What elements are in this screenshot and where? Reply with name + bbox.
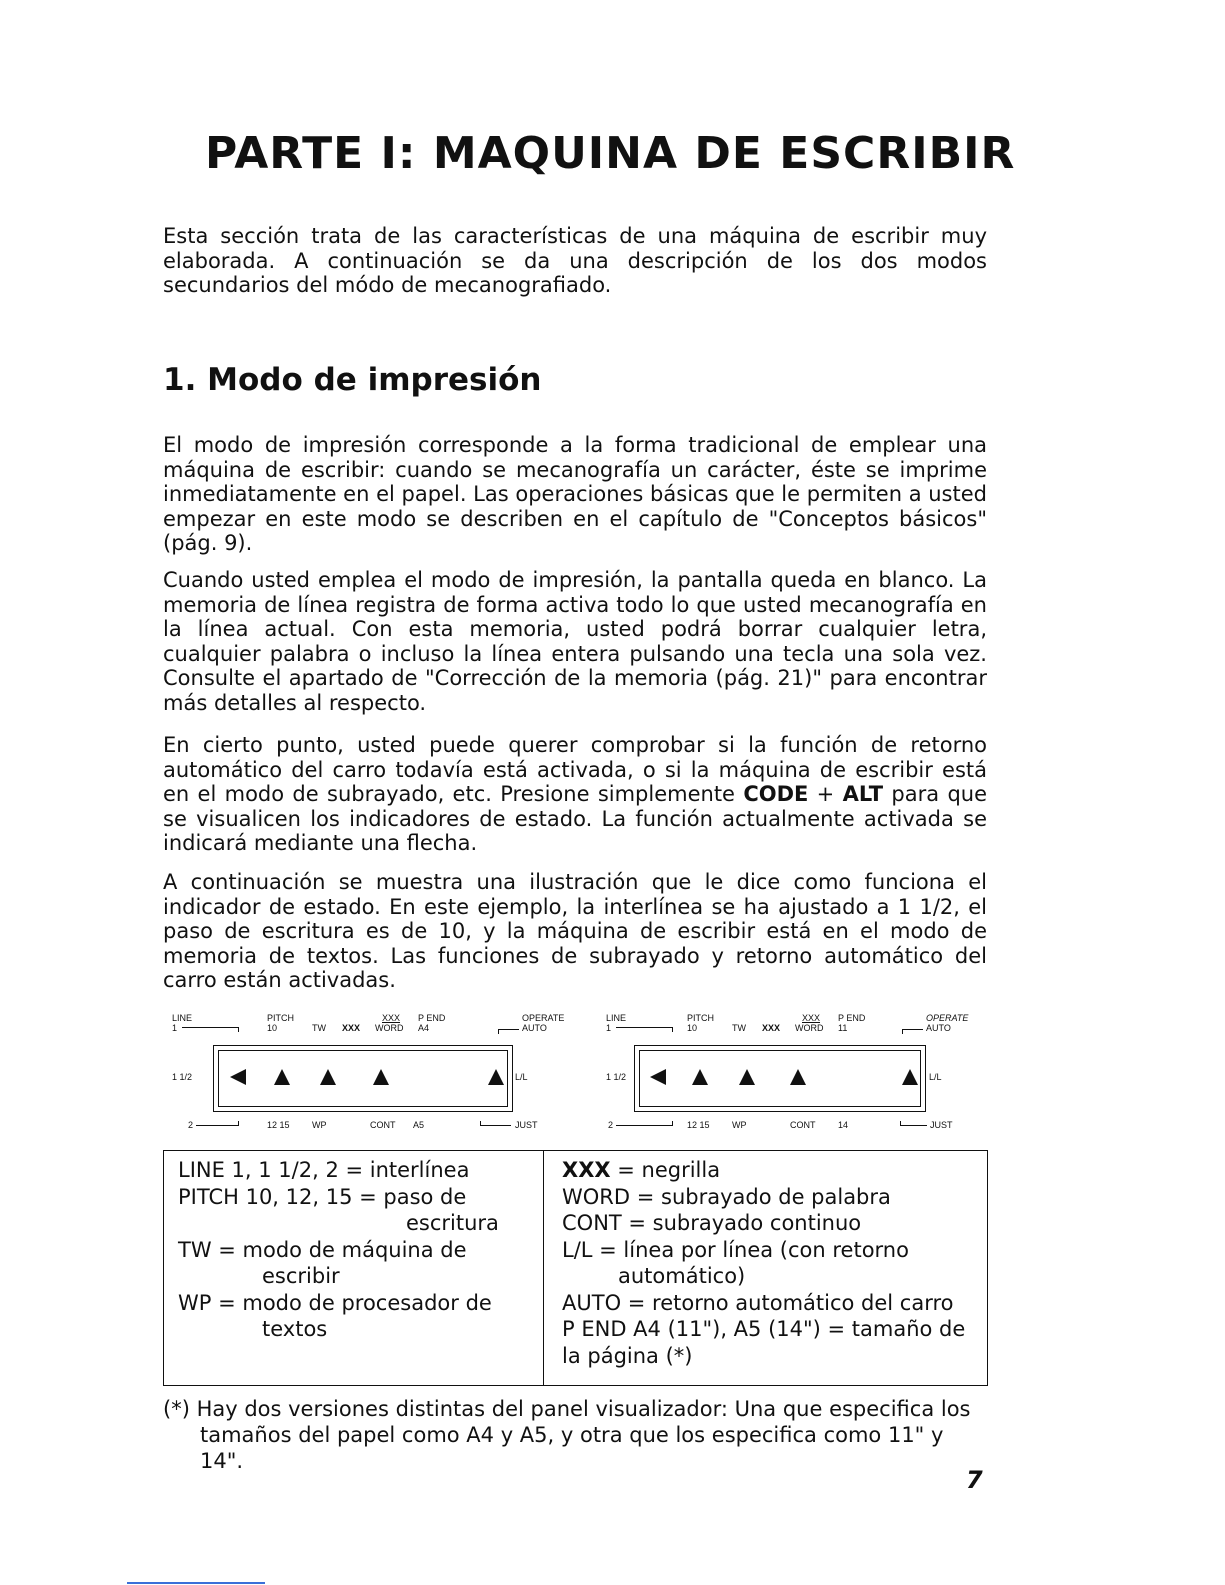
scan-edge-line (127, 1582, 265, 1584)
display-inner-frame (218, 1050, 508, 1107)
status-indicator-panel-a4: LINE 1 PITCH 10 TW XXX XXX WORD P END A4 OPERATE AUTO 1 1/2 L/L 2 12 15 WP CONT A5 JUST (172, 1013, 565, 1130)
up-arrow-icon (274, 1069, 290, 1085)
intro-paragraph: Esta sección trata de las características de una máquina de escribir muy elaborada. A continuación se da una descripción de los dos modos secundarios del módo de mecanografiado. (163, 224, 987, 298)
up-arrow-icon (790, 1069, 806, 1085)
up-arrow-icon (488, 1069, 504, 1085)
paragraph-1: El modo de impresión corresponde a la forma tradicional de emplear una máquina de escribir: cuando se mecanografía un carácter, éste se imprime inmediatamente en el papel. Las operaciones básicas que le permiten a usted empezar en este modo se describen en el capítulo de "Conceptos básicos" (pág. 9). (163, 433, 987, 556)
legend-left-column: LINE 1, 1 1/2, 2 = interlínea PITCH 10, 12, 15 = paso de escritura TW = modo de máquina de escribir WP = modo de procesador de textos (178, 1158, 499, 1341)
up-arrow-icon (902, 1069, 918, 1085)
legend-divider (543, 1151, 544, 1385)
legend-right-column: XXX = negrilla WORD = subrayado de palabra CONT = subrayado continuo L/L = línea por línea (con retorno automático) AUTO = retorno automático del carro P END A4 (11"), A5 (14") = tamaño de la página (*) (562, 1158, 966, 1368)
left-arrow-icon (230, 1069, 246, 1085)
up-arrow-icon (739, 1069, 755, 1085)
up-arrow-icon (692, 1069, 708, 1085)
section-heading: 1. Modo de impresión (163, 362, 542, 398)
paragraph-4: A continuación se muestra una ilustración que le dice como funciona el indicador de estado. En este ejemplo, la interlínea se ha ajustado a 1 1/2, el paso de escritura es de 10, y la máquina de escribir está en el modo de memoria de textos. Las funciones de subrayado y retorno automático del carro están activadas. (163, 870, 987, 993)
up-arrow-icon (320, 1069, 336, 1085)
status-indicator-panel-inches: LINE 1 PITCH 10 TW XXX XXX WORD P END 11 OPERATE AUTO 1 1/2 L/L 2 12 15 WP CONT 14 JUST (606, 1013, 969, 1130)
key-alt: ALT (842, 782, 884, 807)
legend-table (163, 1150, 988, 1386)
key-code: CODE (743, 782, 809, 807)
page-title: PARTE I: MAQUINA DE ESCRIBIR (205, 128, 1016, 179)
left-arrow-icon (650, 1069, 666, 1085)
paragraph-2: Cuando usted emplea el modo de impresión, la pantalla queda en blanco. La memoria de línea registra de forma activa todo lo que usted mecanografía en la línea actual. Con esta memoria, usted podrá borrar cualquier letra, cualquier palabra o incluso la línea entera pulsando una tecla una sola vez. Consulte el apartado de "Corrección de la memoria (pág. 21)" para encontrar más detalles al respecto. (163, 568, 987, 715)
display-inner-frame (639, 1050, 921, 1107)
up-arrow-icon (373, 1069, 389, 1085)
paragraph-3: En cierto punto, usted puede querer comprobar si la función de retorno automático del carro todavía está activada, o si la máquina de escribir está en el modo de subrayado, etc. Presione simplemente CODE + ALT para que se visualicen los indicadores de estado. La función actualmente activada se indicará mediante una flecha. (163, 733, 987, 856)
page-number: 7 (966, 1466, 983, 1494)
footnote: (*) Hay dos versiones distintas del panel visualizador: Una que especifica los tamaños del papel como A4 y A5, y otra que los especifica como 11" y 14". (163, 1397, 971, 1473)
